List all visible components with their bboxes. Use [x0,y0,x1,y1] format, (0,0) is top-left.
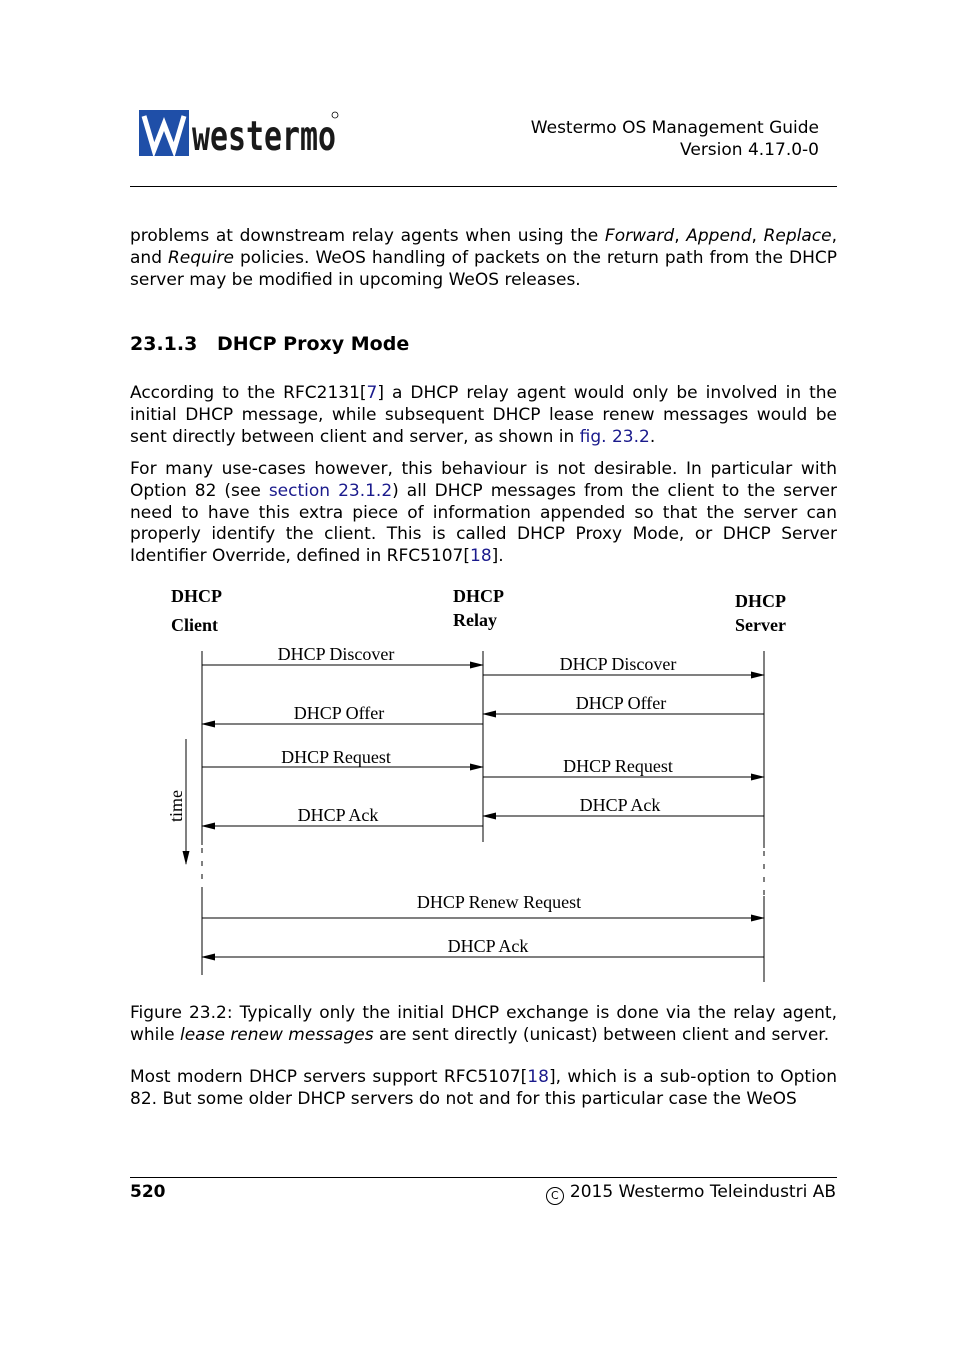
intro-paragraph: problems at downstream relay agents when using the Forward, Append, Replace, and Require policies. WeOS handling of packets on the return path from the DHCP server may be modified in upcoming WeOS releases. [130,226,838,290]
label-offer-relay-client: DHCP Offer [293,703,385,723]
footer-rule [130,1177,837,1178]
paragraph-rfc5107: Most modern DHCP servers support RFC5107[18], which is a sub-option to Option 82. But some older DHCP servers do not and for this particular case the WeOS [130,1067,837,1109]
label-discover-client-relay: DHCP Discover [277,644,395,664]
paragraph-proxy-mode: For many use-cases however, this behaviour is not desirable. In particular with Option 82 (see section 23.1.2) all DHCP messages from the client to the server need to have this extra piece of information appended so that the server can properly identify the client. This is called DHCP Proxy Mode, or DHCP Server Identifier Override, defined in RFC5107[18]. [130,459,837,567]
policy-require: Require [168,247,235,268]
label-request-client-relay: DHCP Request [281,747,391,767]
citation-link-18[interactable]: 18 [470,546,492,567]
section-title: DHCP Proxy Mode [217,333,410,355]
paragraph-rfc2131: According to the RFC2131[7] a DHCP relay agent would only be involved in the initial DHCP message, while subsequent DHCP lease renew messages would be sent directly between client and server, as shown in fig. 23.2. [130,383,837,447]
policy-append: Append [686,226,752,246]
policy-forward: Forward [604,226,675,246]
copyright-text: 2015 Westermo Teleindustri AB [569,1182,836,1202]
page-number: 520 [130,1182,166,1202]
relay-label-line1: DHCP [453,586,504,606]
section-number: 23.1.3 [130,333,198,355]
document-version: Version 4.17.0-0 [680,140,819,160]
time-label: time [166,790,186,822]
dhcp-sequence-diagram [150,580,800,990]
client-label-line2: Client [171,615,218,635]
westermo-logo [139,110,339,158]
figure-caption: Figure 23.2: Typically only the initial DHCP exchange is done via the relay agent, while lease renew messages are sent directly (unicast) between client and server. [130,1003,837,1045]
caption-emphasis: lease renew messages [180,1024,374,1045]
header-rule [130,186,837,187]
label-ack-relay-client: DHCP Ack [297,805,379,825]
document-header [531,117,819,161]
citation-link-18-second[interactable]: 18 [527,1067,549,1087]
label-request-relay-server: DHCP Request [563,756,673,776]
section-heading [130,333,409,355]
copyright-notice [546,1182,836,1205]
label-discover-relay-server: DHCP Discover [559,654,677,674]
relay-label-line2: Relay [453,610,497,630]
policy-replace: Replace [763,226,832,246]
label-renew-request: DHCP Renew Request [416,892,582,912]
client-label-line1: DHCP [171,586,222,606]
figure-link[interactable]: fig. 23.2 [579,426,650,447]
section-link[interactable]: section 23.1.2 [268,480,393,501]
label-ack-server-relay: DHCP Ack [579,795,661,815]
citation-link-7[interactable]: 7 [366,383,378,403]
logo-wordmark: westermo [192,112,336,160]
copyright-icon: C [546,1187,564,1205]
server-label-line1: DHCP [735,591,786,611]
label-offer-server-relay: DHCP Offer [575,693,667,713]
label-renew-ack: DHCP Ack [447,936,529,956]
document-title: Westermo OS Management Guide [530,118,819,138]
server-label-line2: Server [735,615,786,635]
